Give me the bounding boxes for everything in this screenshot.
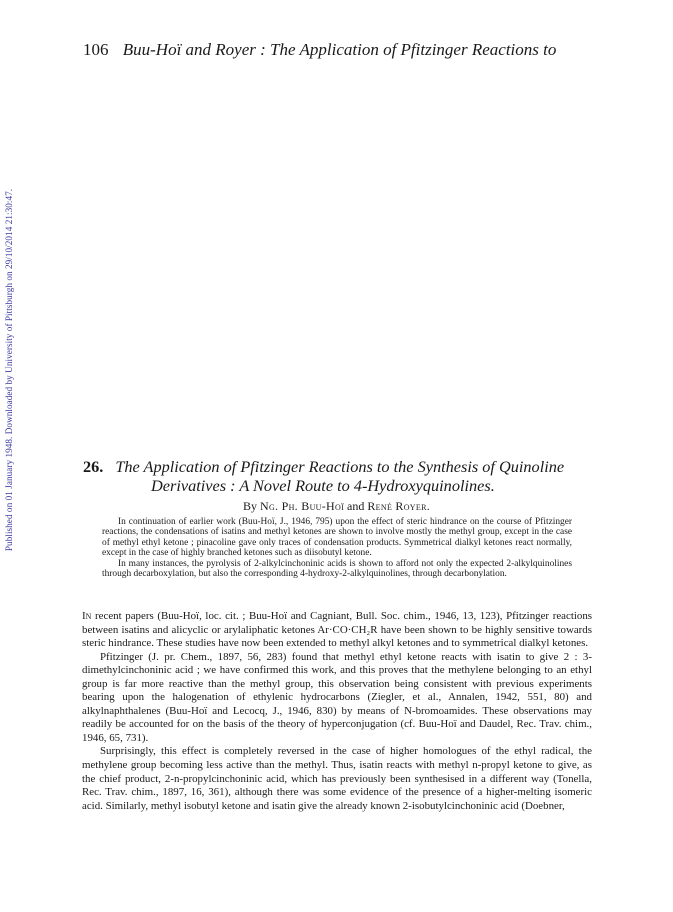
title-line-2: Derivatives : A Novel Route to 4-Hydroxyquinolines.	[151, 476, 495, 495]
running-header	[83, 40, 556, 60]
article-number: 26.	[83, 457, 104, 476]
body-text	[82, 610, 592, 813]
drop-word: In	[82, 610, 92, 622]
by-word: By	[242, 499, 257, 513]
download-note: Published on 01 January 1948. Downloaded by University of Pittsburgh on 29/10/2014 21:30:47.	[4, 188, 14, 552]
body-paragraph-3: Surprisingly, this effect is completely reversed in the case of higher homologues of the ethyl radical, the methylene group becoming less active than the methyl. Thus, isatin reacts with methyl n-propyl ketone to give, as the chief product, 2-n-propylcinchoninic acid, which has previously been synthesised in a different way (Tonella, Rec. Trav. chim., 1897, 16, 361), although there was some evidence of the presence of a higher-melting isomeric acid. Similarly, methyl isobutyl ketone and isatin give the already known 2-isobutylcinchoninic acid (Doebner,	[82, 745, 592, 812]
page-number: 106	[83, 40, 109, 59]
abstract-paragraph-2: In many instances, the pyrolysis of 2-alkylcinchoninic acids is shown to afford not only the expected 2-alkylquinolines through decarboxylation, but also the corresponding 4-hydroxy-2-alkylquinolines, through decarbonylation.	[102, 558, 572, 580]
running-title: Buu-Hoï and Royer : The Application of Pfitzinger Reactions to	[122, 40, 557, 59]
author-2: René Royer.	[367, 499, 431, 513]
author-1: Ng. Ph. Buu-Hoï	[259, 499, 345, 513]
article-title	[83, 457, 603, 495]
paragraph-1-text: recent papers (Buu-Hoï, loc. cit. ; Buu-Hoï and Cagniant, Bull. Soc. chim., 1946, 13, 123), Pfitzinger reactions between isatins and alicyclic or arylaliphatic ketones Ar·CO·CH₂R have been shown to be highly sensitive towards steric hindrance. These studies have now been extended to methyl alkyl ketones and to symmetrical dialkyl ketones.	[82, 610, 592, 650]
abstract	[102, 517, 572, 579]
title-text-1: The Application of Pfitzinger Reactions to the Synthesis of Quinoline	[115, 457, 565, 476]
title-line-1	[83, 457, 603, 476]
body-paragraph-1	[82, 610, 592, 651]
and-word: and	[347, 499, 365, 513]
author-byline	[0, 499, 673, 514]
body-paragraph-2: Pfitzinger (J. pr. Chem., 1897, 56, 283) found that methyl ethyl ketone reacts with isatin to give 2 : 3-dimethylcinchoninic acid ; we have confirmed this work, and this proves that the methylene belonging to an ethyl group is far more reactive than the methyl group, this observation being consistent with previous experiments bearing upon the halogenation of ethylenic hydrocarbons (Ziegler, et al., Annalen, 1942, 551, 80) and alkylnaphthalenes (Buu-Hoï and Lecocq, J., 1946, 830) by means of N-bromoamides. These observations may readily be accounted for on the basis of the theory of hyperconjugation (cf. Buu-Hoï and Daudel, Rec. Trav. chim., 1946, 65, 731).	[82, 650, 592, 744]
download-watermark	[2, 140, 16, 600]
abstract-paragraph-1: In continuation of earlier work (Buu-Hoï, J., 1946, 795) upon the effect of steric hindrance on the course of Pfitzinger reactions, the condensations of isatins and methyl ketones are shown to involve mostly the methyl group, except in the case of methyl ethyl ketone ; pinacoline gave only traces of condensation products. Symmetrical dialkyl ketones react normally, except in the case of highly branched ketones such as diisobutyl ketone.	[102, 517, 572, 559]
